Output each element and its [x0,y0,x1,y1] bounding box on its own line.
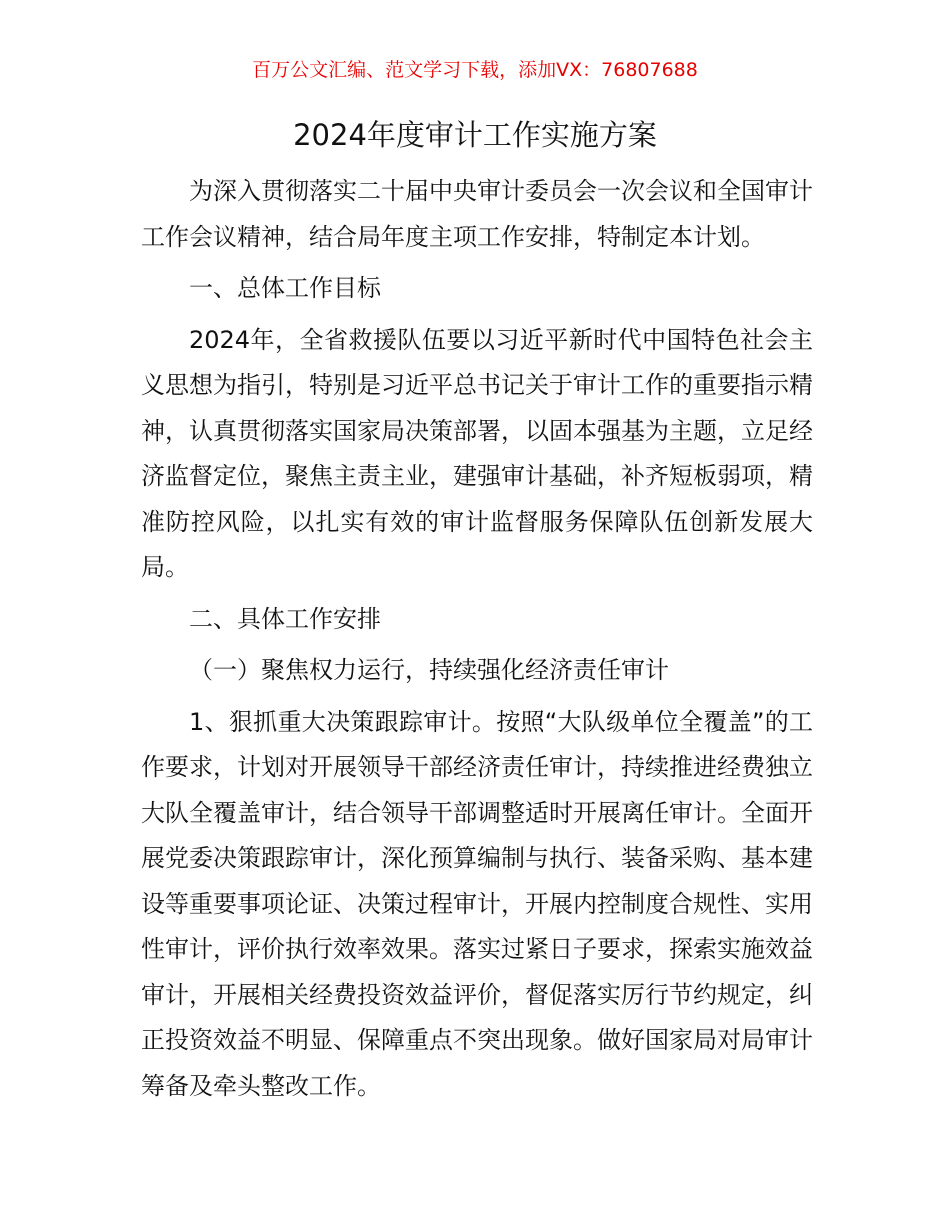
document-body [141,169,813,1109]
section-heading-1: 一、总体工作目标 [189,274,381,302]
section-1-paragraph: 2024年，全省救援队伍要以习近平新时代中国特色社会主义思想为指引，特别是习近平总书记关于审计工作的重要指示精神，认真贯彻落实国家局决策部署，以固本强基为主题，立足经济监督定位，聚焦主责主业，建强审计基础，补齐短板弱项，精准防控风险，以扎实有效的审计监督服务保障队伍创新发展大局。 [141,325,813,581]
intro-paragraph: 为深入贯彻落实二十届中央审计委员会一次会议和全国审计工作会议精神，结合局年度主项工作安排，特制定本计划。 [141,177,813,251]
item-1-paragraph: 1、狠抓重大决策跟踪审计。按照“大队级单位全覆盖”的工作要求，计划对开展领导干部经济责任审计，持续推进经费独立大队全覆盖审计，结合领导干部调整适时开展离任审计。全面开展党委决策跟踪审计，深化预算编制与执行、装备采购、基本建设等重要事项论证、决策过程审计，开展内控制度合规性、实用性审计，评价执行效率效果。落实过紧日子要求，探索实施效益审计，开展相关经费投资效益评价，督促落实厉行节约规定，纠正投资效益不明显、保障重点不突出现象。做好国家局对局审计筹备及牵头整改工作。 [141,707,813,1100]
document-title: 2024年度审计工作实施方案 [293,118,657,152]
section-heading-2: 二、具体工作安排 [189,604,381,633]
watermark-banner: 百万公文汇编、范文学习下载，添加VX：76807688 [252,59,698,81]
subsection-heading-1: （一）聚焦权力运行，持续强化经济责任审计 [189,656,669,684]
